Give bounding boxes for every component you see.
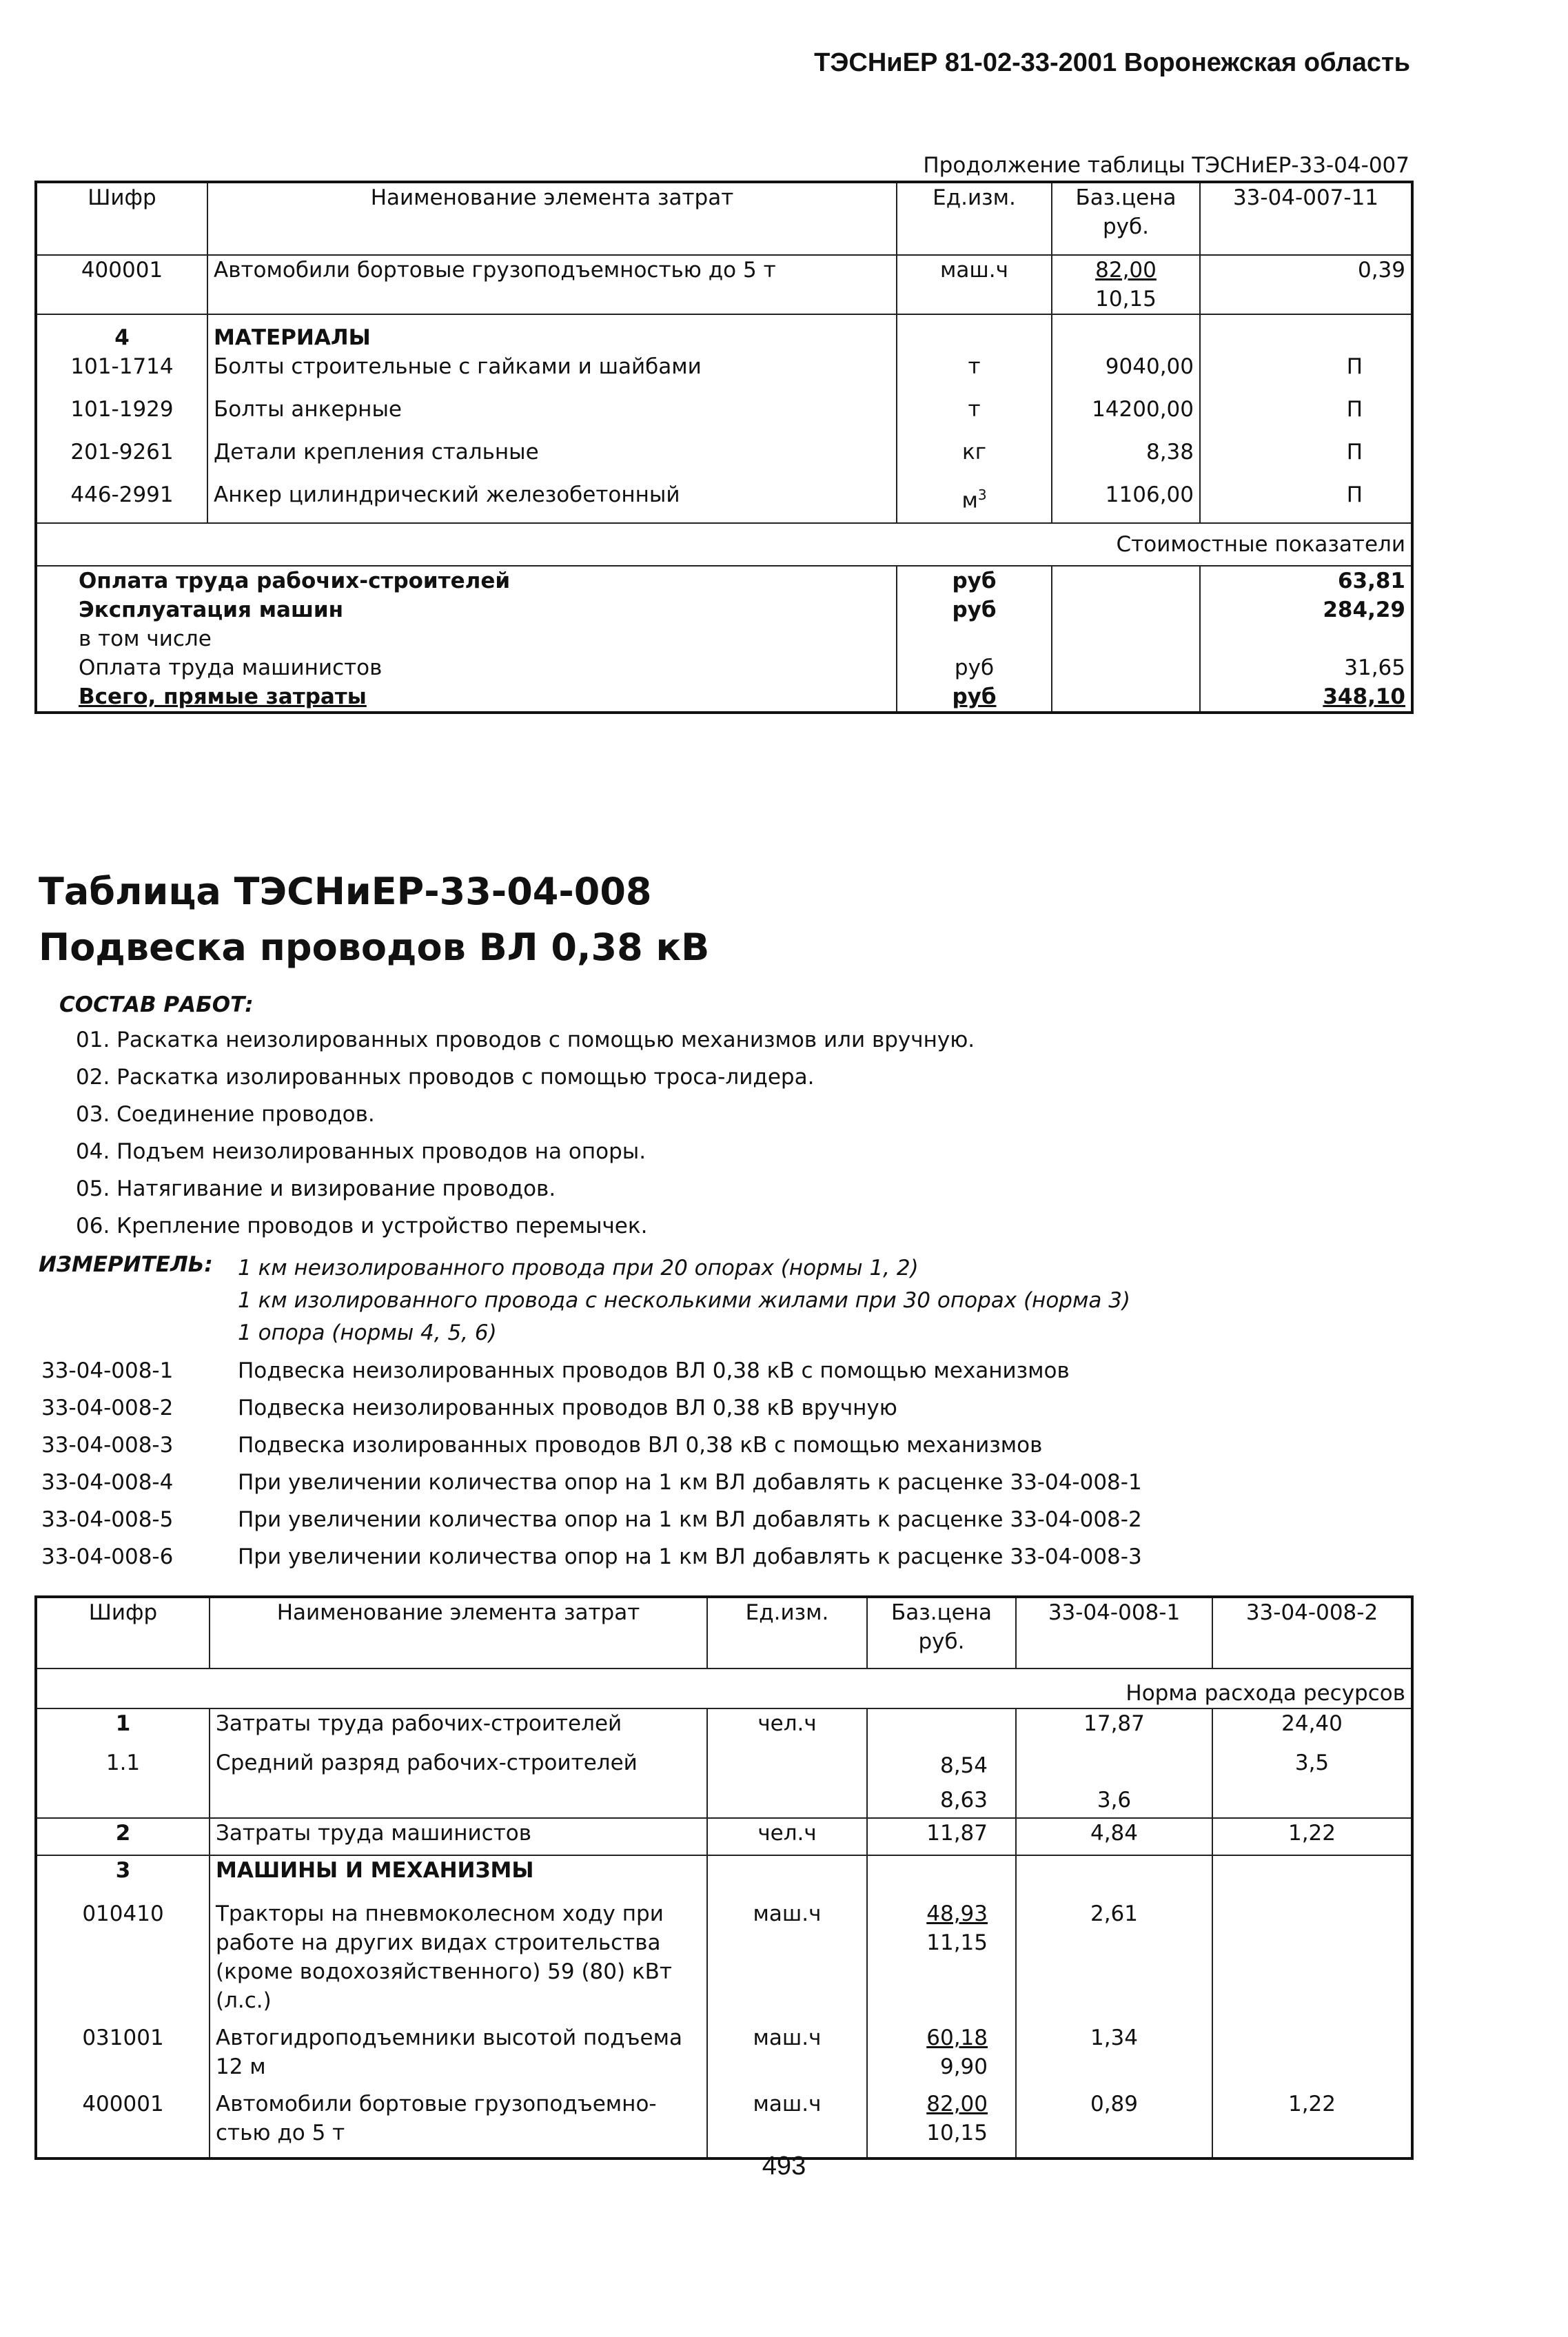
cell-price: [1052, 255, 1200, 314]
col-header-price: Баз.цена руб.: [867, 1597, 1016, 1668]
cell-unit: маш.ч: [707, 2081, 867, 2159]
section-row: [36, 314, 1412, 352]
col-header-code: Шифр: [88, 1600, 158, 1625]
norm-description: Подвеска неизолированных проводов ВЛ 0,38 кВ вручную: [238, 1396, 897, 1420]
cell-unit: маш.ч: [897, 255, 1052, 314]
cell-code: 201-9261: [70, 440, 174, 465]
cell-price: [867, 2015, 1016, 2081]
table-row: [36, 395, 1412, 438]
norm-description: Подвеска неизолированных проводов ВЛ 0,38 кВ с помощью механизмов: [238, 1358, 1070, 1383]
cell-name: [210, 2081, 707, 2159]
col-header-name: Наименование элемента затрат: [207, 182, 897, 255]
cell-name: Средний разряд рабочих-строителей: [210, 1748, 707, 1818]
cell-unit: маш.ч: [707, 2015, 867, 2081]
unit-text: м: [961, 488, 978, 513]
col-header-unit: Ед.изм.: [897, 182, 1052, 255]
name-line: (кроме водохозяйственного) 59 (80) кВт: [216, 1959, 672, 1984]
cell-unit: чел.ч: [707, 1818, 867, 1855]
name-line: стью до 5 т: [216, 2121, 345, 2145]
cell-value-1: 2,61: [1016, 1899, 1212, 2015]
name-line: Тракторы на пневмоколесном ходу при: [216, 1901, 664, 1926]
cell-unit: [897, 480, 1052, 523]
col-header-unit: Ед.изм.: [707, 1597, 867, 1668]
cost-header-row: [36, 523, 1412, 566]
cell-value: 0,39: [1200, 255, 1412, 314]
price-value-secondary: 10,15: [1095, 287, 1157, 312]
table-row: [36, 1818, 1412, 1855]
table-title: Таблица ТЭСНиЕР-33-04-008: [39, 870, 652, 913]
cell-value-2: 24,40: [1212, 1708, 1412, 1748]
cell-code: 446-2991: [70, 482, 174, 507]
cell-name: Затраты труда машинистов: [210, 1818, 707, 1855]
cost-label: Эксплуатация машин: [79, 598, 344, 622]
table-header-row: [36, 182, 1412, 255]
cell-value-2: 1,22: [1212, 1818, 1412, 1855]
section-title: Подвеска проводов ВЛ 0,38 кВ: [39, 926, 710, 969]
cell-price: 11,87: [867, 1818, 1016, 1855]
cell-unit: кг: [897, 438, 1052, 480]
norm-code: 33-04-008-2: [41, 1396, 174, 1420]
name-line: 12 м: [216, 2054, 266, 2079]
price-value: 82,00: [1095, 258, 1157, 283]
cost-header: Стоимостные показатели: [1116, 532, 1405, 557]
cell-name: Болты строительные с гайками и шайбами: [207, 352, 897, 395]
cell-value: П: [1200, 352, 1412, 395]
cell-value: П: [1200, 438, 1412, 480]
cell-name: Анкер цилиндрический железобетонный: [207, 480, 897, 523]
norm-description: При увеличении количества опор на 1 км ВЛ добавлять к расценке 33-04-008-1: [238, 1470, 1142, 1495]
table-header-row: [36, 1597, 1412, 1668]
list-item: 01. Раскатка неизолированных проводов с помощью механизмов или вручную.: [76, 1028, 975, 1052]
cell-name: Затраты труда рабочих-строителей: [210, 1708, 707, 1748]
cell-value-2: [1212, 1899, 1412, 2015]
cell-number: 1.1: [105, 1751, 141, 1775]
table-row: [36, 352, 1412, 395]
cost-value: 348,10: [1200, 682, 1412, 713]
table-row: [36, 1708, 1412, 1748]
section-row: [36, 1855, 1412, 1899]
cost-label: в том числе: [79, 626, 212, 651]
norm-header: Норма расхода ресурсов: [1126, 1681, 1405, 1706]
col-header-price: Баз.цена руб.: [1052, 182, 1200, 255]
unit-superscript: 3: [977, 487, 987, 503]
table-33-04-007: [34, 181, 1414, 714]
cell-unit: маш.ч: [707, 1899, 867, 2015]
norm-code: 33-04-008-4: [41, 1470, 174, 1495]
cell-value: П: [1200, 480, 1412, 523]
cell-name: [210, 1899, 707, 2015]
measure-list: [238, 1252, 1130, 1349]
table-row: [36, 480, 1412, 523]
cell-value-1: [1016, 1748, 1212, 1818]
works-label: СОСТАВ РАБОТ:: [59, 992, 254, 1017]
cell-code: 400001: [81, 258, 163, 283]
cell-code: 101-1929: [70, 397, 174, 422]
cell-number: 1: [115, 1711, 131, 1736]
list-item: 03. Соединение проводов.: [76, 1102, 375, 1127]
table-row: [36, 2015, 1412, 2081]
cell-price: 14200,00: [1052, 395, 1200, 438]
cost-unit: руб: [897, 653, 1052, 682]
cell-code: 101-1714: [70, 354, 174, 379]
price-value: 60,18: [926, 2025, 988, 2050]
cell-price: 1106,00: [1052, 480, 1200, 523]
col-header-norm-1: 33-04-008-1: [1016, 1597, 1212, 1668]
col-header-norm: 33-04-007-11: [1200, 182, 1412, 255]
cost-unit: руб: [897, 566, 1052, 595]
price-value-secondary: 8,63: [939, 1788, 988, 1813]
norm-code: 33-04-008-5: [41, 1507, 174, 1532]
cell-code: 031001: [82, 2025, 164, 2050]
cost-row: [36, 653, 1412, 682]
norm-description: При увеличении количества опор на 1 км ВЛ добавлять к расценке 33-04-008-3: [238, 1544, 1142, 1569]
norm-code: 33-04-008-1: [41, 1358, 174, 1383]
table-row: [36, 2081, 1412, 2159]
cell-unit: т: [897, 352, 1052, 395]
cell-price: [867, 1748, 1016, 1818]
cost-value: 284,29: [1200, 595, 1412, 624]
norm-code: 33-04-008-3: [41, 1433, 174, 1458]
cell-price: [867, 1899, 1016, 2015]
cell-value-2: 3,5: [1212, 1748, 1412, 1818]
cost-unit: руб: [897, 682, 1052, 713]
cost-label: Оплата труда машинистов: [79, 655, 383, 680]
cost-row-total: [36, 682, 1412, 713]
cell-code: 010410: [82, 1901, 164, 1926]
cost-row: [36, 566, 1412, 595]
cell-value-1: 0,89: [1016, 2081, 1212, 2159]
cell-number: 2: [115, 1821, 131, 1846]
name-line: Автогидроподъемники высотой подъема: [216, 2025, 682, 2050]
cell-name: Детали крепления стальные: [207, 438, 897, 480]
table-33-04-008: [34, 1595, 1414, 2160]
cell-value-2: 1,22: [1212, 2081, 1412, 2159]
name-line: работе на других видах строительства: [216, 1930, 661, 1955]
page-number: 493: [762, 2152, 806, 2181]
cell-price: 8,38: [1052, 438, 1200, 480]
cost-value: 63,81: [1200, 566, 1412, 595]
list-item: 05. Натягивание и визирование проводов.: [76, 1176, 556, 1201]
price-value-secondary: 11,15: [926, 1930, 988, 1955]
cell-price: 9040,00: [1052, 352, 1200, 395]
cell-unit: т: [897, 395, 1052, 438]
cell-value-1: 1,34: [1016, 2015, 1212, 2081]
table-row: [36, 438, 1412, 480]
price-value-secondary: 10,15: [926, 2121, 988, 2145]
cell-name: Болты анкерные: [207, 395, 897, 438]
cost-row: [36, 624, 1412, 653]
document-header: ТЭСНиЕР 81-02-33-2001 Воронежская область: [814, 48, 1410, 77]
measure-label: ИЗМЕРИТЕЛЬ:: [39, 1252, 213, 1277]
table-row: [36, 1748, 1412, 1818]
cost-value: 31,65: [1200, 653, 1412, 682]
norm-header-row: [36, 1668, 1412, 1708]
list-item: 1 км неизолированного провода при 20 опорах (нормы 1, 2): [238, 1256, 919, 1280]
cell-value-1: 4,84: [1016, 1818, 1212, 1855]
cell-code: 400001: [82, 2092, 164, 2116]
list-item: 1 км изолированного провода с несколькими жилами при 30 опорах (норма 3): [238, 1288, 1131, 1313]
col-header-name: Наименование элемента затрат: [210, 1597, 707, 1668]
price-value: 48,93: [926, 1901, 988, 1926]
list-item: 04. Подъем неизолированных проводов на опоры.: [76, 1139, 646, 1164]
list-item: 1 опора (нормы 4, 5, 6): [238, 1320, 497, 1345]
section-title: МАШИНЫ И МЕХАНИЗМЫ: [210, 1855, 707, 1899]
table-continuation-label: Продолжение таблицы ТЭСНиЕР-33-04-007: [923, 153, 1409, 178]
works-list: [76, 1021, 975, 1245]
cell-value: П: [1200, 395, 1412, 438]
section-title: МАТЕРИАЛЫ: [207, 314, 897, 352]
price-value: 8,54: [939, 1753, 988, 1778]
name-line: Автомобили бортовые грузоподъемно-: [216, 2092, 657, 2116]
cost-unit: руб: [897, 595, 1052, 624]
col-header-code: Шифр: [88, 185, 156, 210]
section-number: 4: [114, 325, 130, 350]
name-line: (л.с.): [216, 1988, 272, 2013]
cell-price: [867, 2081, 1016, 2159]
list-item: 02. Раскатка изолированных проводов с помощью троса-лидера.: [76, 1065, 815, 1090]
value-text: 3,6: [1097, 1788, 1132, 1813]
cell-value-1: 17,87: [1016, 1708, 1212, 1748]
norm-description: При увеличении количества опор на 1 км ВЛ добавлять к расценке 33-04-008-2: [238, 1507, 1142, 1532]
col-header-norm-2: 33-04-008-2: [1212, 1597, 1412, 1668]
norm-description: Подвеска изолированных проводов ВЛ 0,38 кВ с помощью механизмов: [238, 1433, 1043, 1458]
cost-label: Оплата труда рабочих-строителей: [79, 569, 511, 593]
cost-label: Всего, прямые затраты: [79, 684, 367, 709]
table-row: [36, 255, 1412, 314]
list-item: 06. Крепление проводов и устройство перемычек.: [76, 1214, 648, 1238]
norm-code: 33-04-008-6: [41, 1544, 174, 1569]
table-row: [36, 1899, 1412, 2015]
cell-value-2: [1212, 2015, 1412, 2081]
cell-unit: чел.ч: [707, 1708, 867, 1748]
price-value-secondary: 9,90: [939, 2054, 988, 2079]
price-value: 82,00: [926, 2092, 988, 2116]
cell-name: [210, 2015, 707, 2081]
cost-row: [36, 595, 1412, 624]
cell-name: Автомобили бортовые грузоподъемностью до 5 т: [207, 255, 897, 314]
section-number: 3: [115, 1858, 131, 1883]
